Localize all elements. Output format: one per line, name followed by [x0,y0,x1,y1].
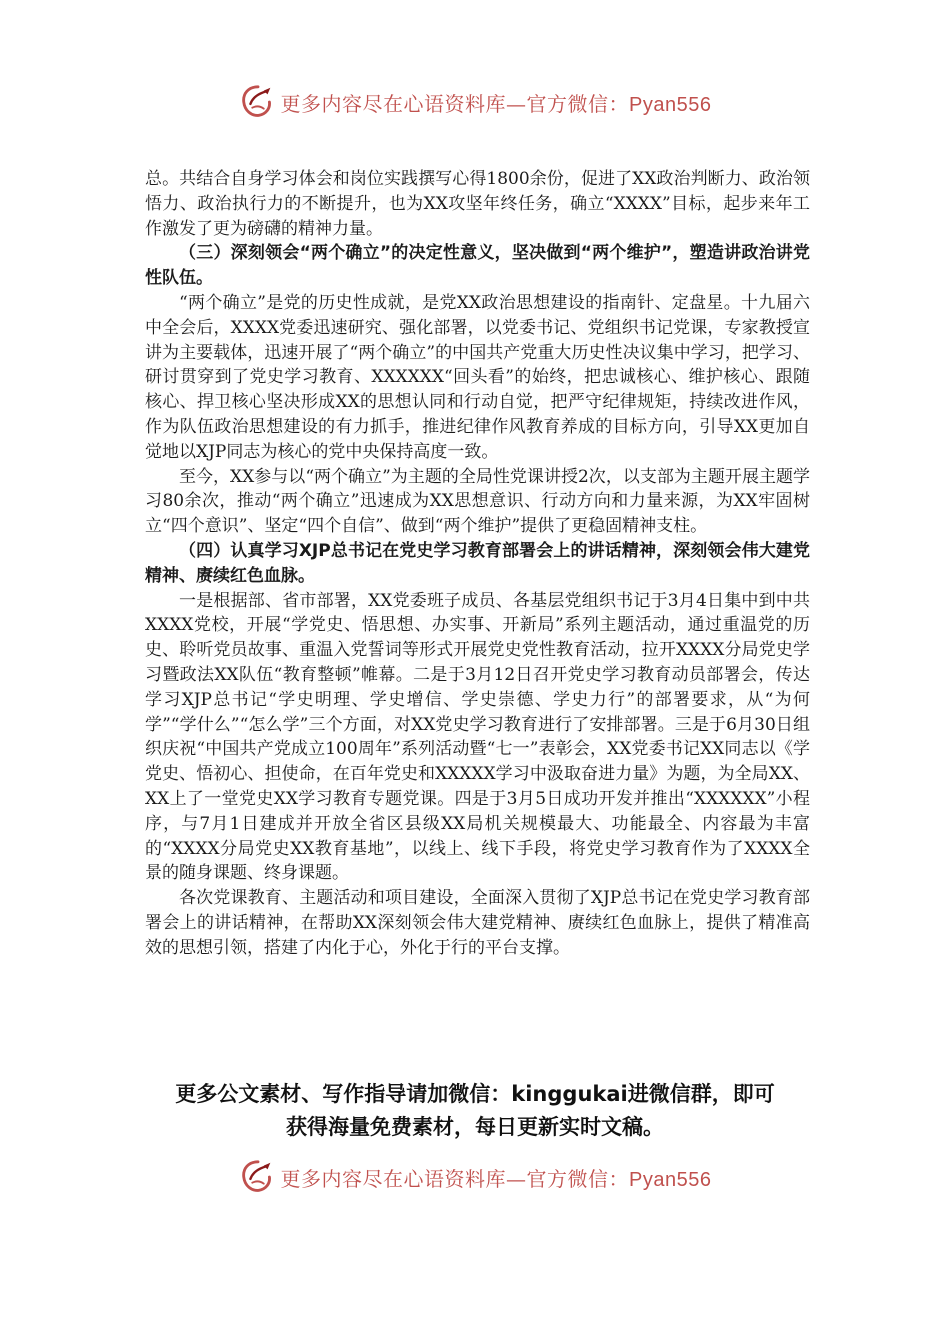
paragraph-4: 一是根据部、省市部署，XX党委班子成员、各基层党组织书记于3月4日集中到中共XXXX党校，开展“学党史、悟思想、办实事、开新局”系列主题活动，通过重温党的历史、聆听党员故事、重温入党誓词等形式开展党史党性教育活动，拉开XXXX分局党史学习暨政法XX队伍“教育整顿”帷幕。二是于3月12日召开党史学习教育动员部署会，传达学习XJP总书记“学史明理、学史增信、学史崇德、学史力行”的部署要求，从“为何学”“学什么”“怎么学”三个方面，对XX党史学习教育进行了安排部署。三是于6月30日组织庆祝“中国共产党成立100周年”系列活动暨“七一”表彰会，XX党委书记XX同志以《学党史、悟初心、担使命，在百年党史和XXXXX学习中汲取奋进力量》为题，为全局XX、XX上了一堂党史XX学习教育专题党课。四是于3月5日成功开发并推出“XXXXXX”小程序，与7月1日建成并开放全省区县级XX局机关规模最大、功能最全、内容最为丰富的“XXXX分局党史XX教育基地”，以线上、线下手段，将党史学习教育作为了XXXX全景的随身课题、终身课题。 [145,590,810,884]
banner-text: 更多内容尽在心语资料库—官方微信：Pyan556 [280,1166,712,1191]
paragraph-1: 总。共结合自身学习体会和岗位实践撰写心得1800余份，促进了XX政治判断力、政治领悟力、政治执行力的不断提升，也为XX攻坚年终任务，确立“XXXX”目标，起步来年工作激发了更为磅礴的精神力量。 [145,169,810,239]
promo-line-2: 获得海量免费素材，每日更新实时文稿。 [286,1115,664,1139]
document-body [145,167,810,961]
paragraph-2: “两个确立”是党的历史性成就，是党XX政治思想建设的指南针、定盘星。十九届六中全会后，XXXX党委迅速研究、强化部署，以党委书记、党组织书记党课，专家教授宣讲为主要载体，迅速开展了“两个确立”的中国共产党重大历史性决议集中学习，把学习、研讨贯穿到了党史学习教育、XXXXXX“回头看”的始终，把忠诚核心、维护核心、跟随核心、捍卫核心坚决形成XX的思想认同和行动自觉，把严守纪律规矩，持续改进作风，作为队伍政治思想建设的有力抓手，推进纪律作风教育养成的目标方向，引导XX更加自觉地以XJP同志为核心的党中央保持高度一致。 [145,292,810,462]
promo-line-1: 更多公文素材、写作指导请加微信：kinggukai进微信群，即可 [175,1082,775,1106]
header-banner [0,80,950,124]
footer-banner [0,1155,950,1199]
pen-swirl-icon [239,1158,277,1196]
promo-notice [120,1078,830,1144]
section-heading-4: （四）认真学习XJP总书记在党史学习教育部署会上的讲话精神，深刻领会伟大建党精神、赓续红色血脉。 [145,540,810,586]
paragraph-5: 各次党课教育、主题活动和项目建设，全面深入贯彻了XJP总书记在党史学习教育部署会上的讲话精神，在帮助XX深刻领会伟大建党精神、赓续红色血脉上，提供了精准高效的思想引领，搭建了内化于心，外化于行的平台支撑。 [145,888,810,958]
section-heading-3: （三）深刻领会“两个确立”的决定性意义，坚决做到“两个维护”，塑造讲政治讲党性队伍。 [145,243,810,289]
banner-text: 更多内容尽在心语资料库—官方微信：Pyan556 [280,91,712,116]
paragraph-3: 至今，XX参与以“两个确立”为主题的全局性党课讲授2次，以支部为主题开展主题学习80余次，推动“两个确立”迅速成为XX思想意识、行动方向和力量来源，为XX牢固树立“四个意识”、坚定“四个自信”、做到“两个维护”提供了更稳固精神支柱。 [145,466,810,537]
pen-swirl-icon [239,83,277,121]
